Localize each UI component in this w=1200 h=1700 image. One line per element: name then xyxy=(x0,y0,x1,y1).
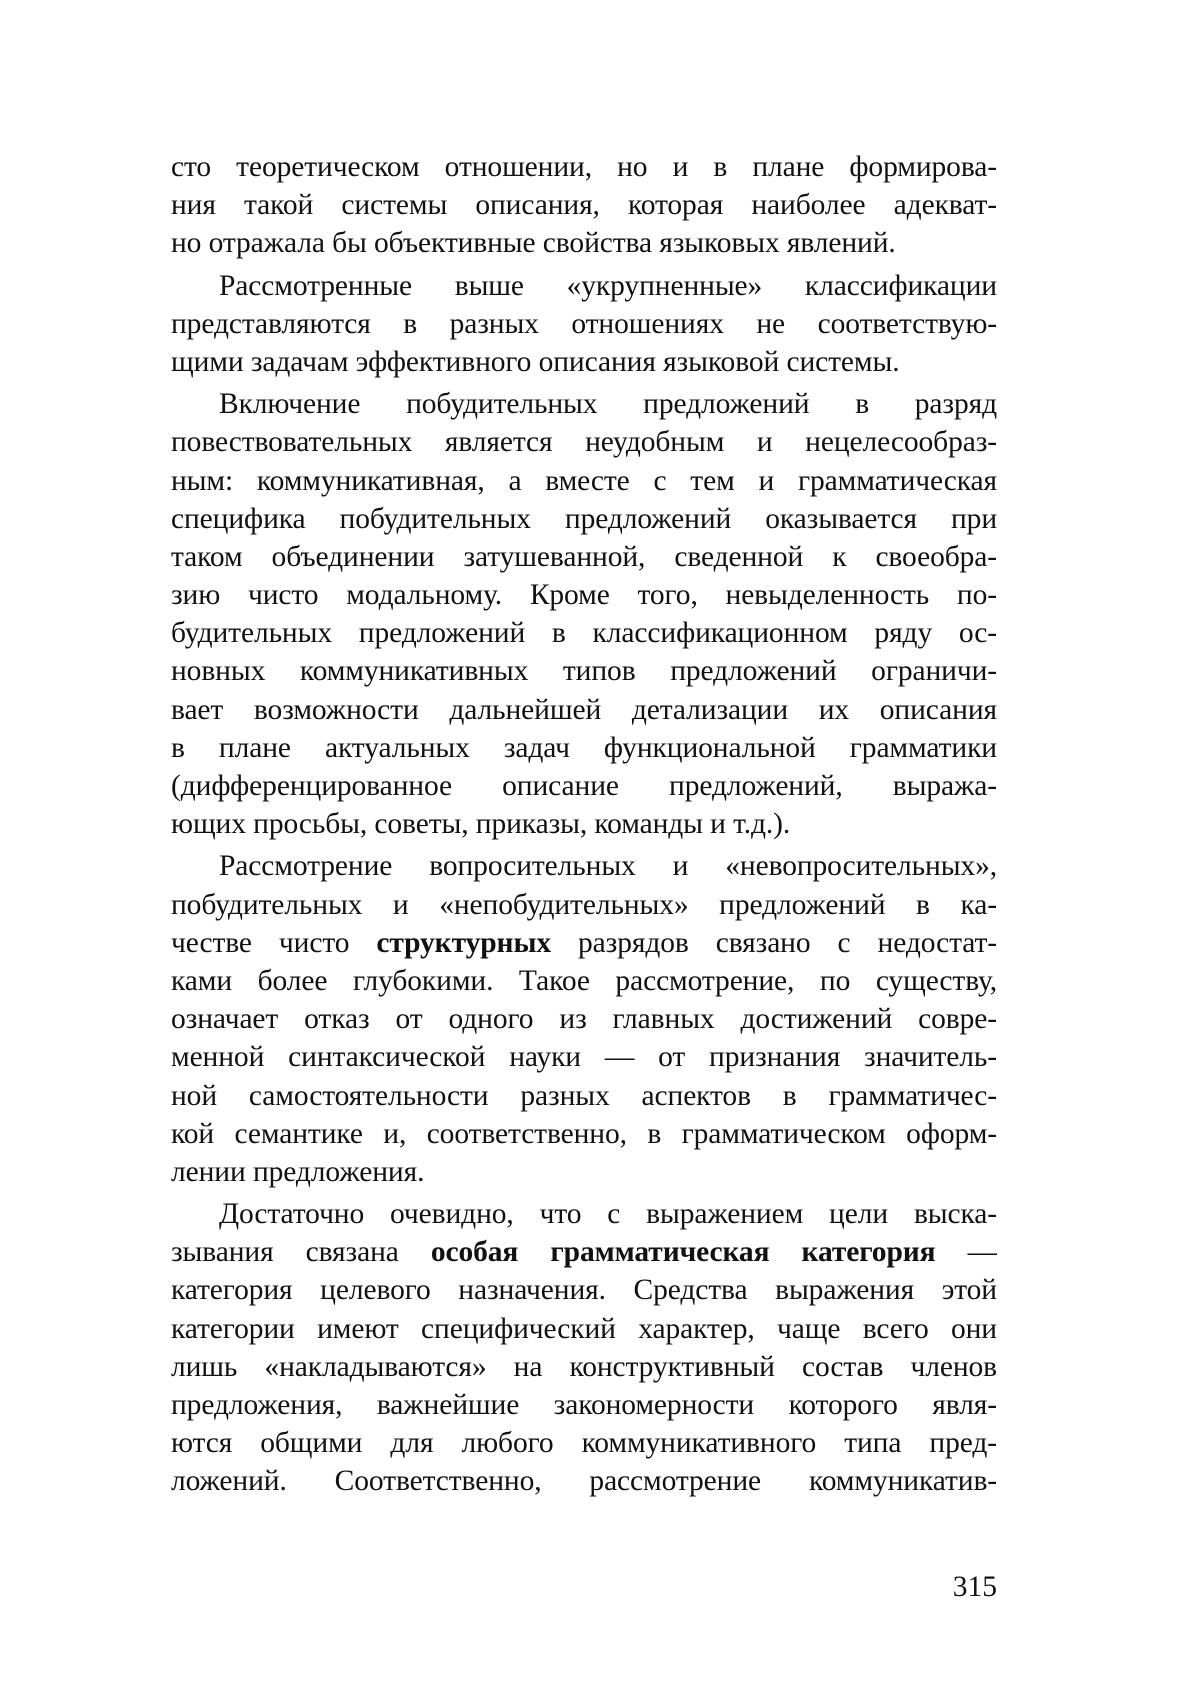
text-line xyxy=(171,1462,997,1500)
text-line xyxy=(171,1233,997,1271)
line-text: повествовательных является неудобным и нецелесообраз- xyxy=(171,426,997,459)
line-text: ложений. Соответственно, рассмотрение коммуникатив- xyxy=(171,1465,997,1498)
line-text: ющих просьбы, советы, приказы, команды и т.д.). xyxy=(171,808,791,841)
text-line xyxy=(171,500,997,538)
text-line xyxy=(171,1038,997,1076)
line-text: в плане актуальных задач функциональной грамматики xyxy=(171,731,997,764)
line-text: побудительных и «непобудительных» предложений в ка- xyxy=(171,888,997,921)
text-line xyxy=(171,267,997,305)
line-text: ния такой системы описания, которая наиболее адекват- xyxy=(171,189,997,222)
line-text: Рассмотренные выше «укрупненные» классификации xyxy=(219,269,997,302)
line-text: менной синтаксической науки — от признания значитель- xyxy=(171,1041,997,1074)
line-text: разрядов связано с недостат- xyxy=(551,926,997,959)
line-text: сто теоретическом отношении, но и в плане формирова- xyxy=(171,151,997,183)
text-line xyxy=(171,538,997,576)
line-text: щими задачам эффективного описания языковой системы. xyxy=(171,345,900,378)
text-line xyxy=(171,847,997,885)
text-line xyxy=(171,385,997,423)
text-line xyxy=(171,729,997,767)
text-line xyxy=(171,1348,997,1386)
line-text: кой семантике и, соответственно, в грамматическом оформ- xyxy=(171,1117,997,1150)
text-line xyxy=(171,1153,997,1191)
text-line xyxy=(171,1077,997,1115)
line-text: специфика побудительных предложений оказывается при xyxy=(171,502,997,535)
line-text: категория целевого назначения. Средства выражения этой xyxy=(171,1274,997,1307)
text-line xyxy=(171,614,997,652)
line-text: ной самостоятельности разных аспектов в грамматичес- xyxy=(171,1079,997,1112)
body-text xyxy=(171,148,997,1501)
line-text: означает отказ от одного из главных достижений совре- xyxy=(171,1003,997,1036)
text-line xyxy=(171,576,997,614)
text-line xyxy=(171,1310,997,1348)
paragraph xyxy=(171,148,997,263)
text-line xyxy=(171,886,997,924)
line-text: ются общими для любого коммуникативного типа пред- xyxy=(171,1427,997,1460)
text-line xyxy=(171,1424,997,1462)
paragraph xyxy=(171,385,997,843)
line-text: лишь «накладываются» на конструктивный состав членов xyxy=(171,1350,997,1383)
text-line xyxy=(171,1271,997,1309)
line-text: Включение побудительных предложений в разряд xyxy=(219,388,997,421)
text-line xyxy=(171,224,997,262)
text-line xyxy=(171,423,997,461)
text-line xyxy=(171,1195,997,1233)
line-text: предложения, важнейшие закономерности которого явля- xyxy=(171,1389,997,1421)
paragraph xyxy=(171,847,997,1191)
book-page xyxy=(171,148,997,1603)
text-line xyxy=(171,652,997,690)
paragraph xyxy=(171,267,997,382)
text-line xyxy=(171,924,997,962)
text-line xyxy=(171,462,997,500)
text-line xyxy=(171,1000,997,1038)
line-text: Достаточно очевидно, что с выражением цели выска- xyxy=(219,1198,997,1231)
line-text: вает возможности дальнейшей детализации их описания xyxy=(171,693,997,726)
text-line xyxy=(171,305,997,343)
line-text: Рассмотрение вопросительных и «невопросительных», xyxy=(219,850,997,883)
line-text: ками более глубокими. Такое рассмотрение, по существу, xyxy=(171,964,997,997)
line-text: (дифференцированное описание предложений, выража- xyxy=(171,770,997,802)
line-text: будительных предложений в классификационном ряду ос- xyxy=(171,617,997,650)
bold-term: особая грамматическая категория xyxy=(430,1236,936,1269)
line-text: — xyxy=(935,1236,997,1269)
line-text: представляются в разных отношениях не соответствую- xyxy=(171,307,997,340)
page-number: 315 xyxy=(952,1571,997,1603)
text-line xyxy=(171,148,997,186)
line-text: но отражала бы объективные свойства языковых явлений. xyxy=(171,227,896,260)
line-text: категории имеют специфический характер, чаще всего они xyxy=(171,1312,997,1345)
line-text: лении предложения. xyxy=(171,1155,425,1188)
line-text: таком объединении затушеванной, сведенной к своеобра- xyxy=(171,540,997,573)
text-line xyxy=(171,343,997,381)
text-line xyxy=(171,805,997,843)
paragraph xyxy=(171,1195,997,1501)
text-line xyxy=(171,962,997,1000)
line-text: новных коммуникативных типов предложений ограничи- xyxy=(171,655,997,688)
line-text: зывания связана xyxy=(171,1236,431,1269)
bold-term: структурных xyxy=(376,926,552,959)
line-text: честве чисто xyxy=(171,926,377,959)
text-line xyxy=(171,767,997,805)
text-line xyxy=(171,1115,997,1153)
text-line xyxy=(171,691,997,729)
text-line xyxy=(171,1386,997,1424)
text-line xyxy=(171,186,997,224)
line-text: ным: коммуникативная, а вместе с тем и грамматическая xyxy=(171,464,997,497)
line-text: зию чисто модальному. Кроме того, невыделенность по- xyxy=(171,579,997,612)
